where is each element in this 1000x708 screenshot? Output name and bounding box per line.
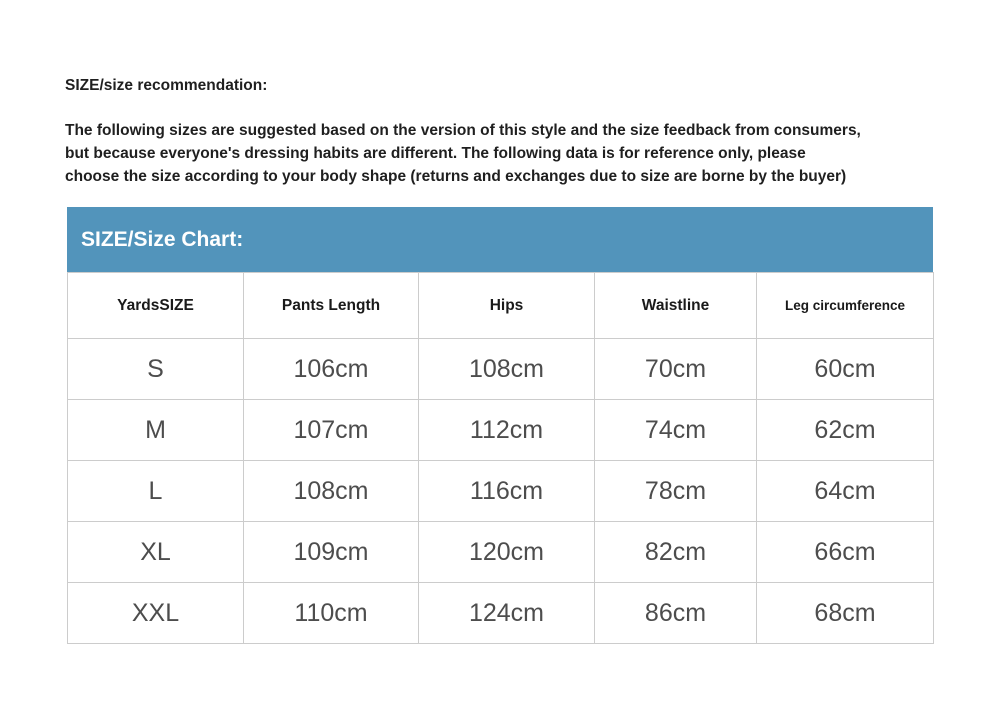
size-chart-title: SIZE/Size Chart: (81, 227, 244, 251)
header-row (68, 273, 934, 339)
size-chart-table (67, 272, 934, 644)
recommendation-line: choose the size according to your body shape (returns and exchanges due to size are borne by the buyer) (65, 168, 847, 185)
column-header-waistline: Waistline (595, 273, 757, 339)
size-label: XXL (68, 583, 244, 644)
hips-value: 124cm (419, 583, 595, 644)
leg-circumference-value: 64cm (757, 461, 934, 522)
size-label: S (68, 339, 244, 400)
waistline-value: 78cm (595, 461, 757, 522)
table-row-s (68, 339, 934, 400)
column-header-size: YardsSIZE (68, 273, 244, 339)
column-header-hips: Hips (419, 273, 595, 339)
hips-value: 108cm (419, 339, 595, 400)
size-label: M (68, 400, 244, 461)
leg-circumference-value: 68cm (757, 583, 934, 644)
recommendation-line: but because everyone's dressing habits are different. The following data is for reference only, please (65, 145, 806, 162)
pants-length-value: 106cm (244, 339, 419, 400)
size-chart-title-bar (67, 207, 933, 272)
size-label: XL (68, 522, 244, 583)
table-row-m (68, 400, 934, 461)
size-recommendation-heading: SIZE/size recommendation: (65, 77, 268, 94)
column-header-leg-circumference: Leg circumference (757, 273, 934, 339)
waistline-value: 70cm (595, 339, 757, 400)
waistline-value: 86cm (595, 583, 757, 644)
table-row-xxl (68, 583, 934, 644)
table-row-l (68, 461, 934, 522)
size-chart-body (68, 339, 934, 644)
pants-length-value: 109cm (244, 522, 419, 583)
size-chart-header (68, 273, 934, 339)
hips-value: 120cm (419, 522, 595, 583)
size-label: L (68, 461, 244, 522)
leg-circumference-value: 60cm (757, 339, 934, 400)
size-recommendation-paragraph (65, 119, 955, 188)
hips-value: 116cm (419, 461, 595, 522)
pants-length-value: 107cm (244, 400, 419, 461)
leg-circumference-value: 66cm (757, 522, 934, 583)
table-row-xl (68, 522, 934, 583)
pants-length-value: 110cm (244, 583, 419, 644)
waistline-value: 82cm (595, 522, 757, 583)
waistline-value: 74cm (595, 400, 757, 461)
pants-length-value: 108cm (244, 461, 419, 522)
column-header-pants-length: Pants Length (244, 273, 419, 339)
recommendation-line: The following sizes are suggested based on the version of this style and the size feedback from consumers, (65, 122, 861, 139)
leg-circumference-value: 62cm (757, 400, 934, 461)
hips-value: 112cm (419, 400, 595, 461)
